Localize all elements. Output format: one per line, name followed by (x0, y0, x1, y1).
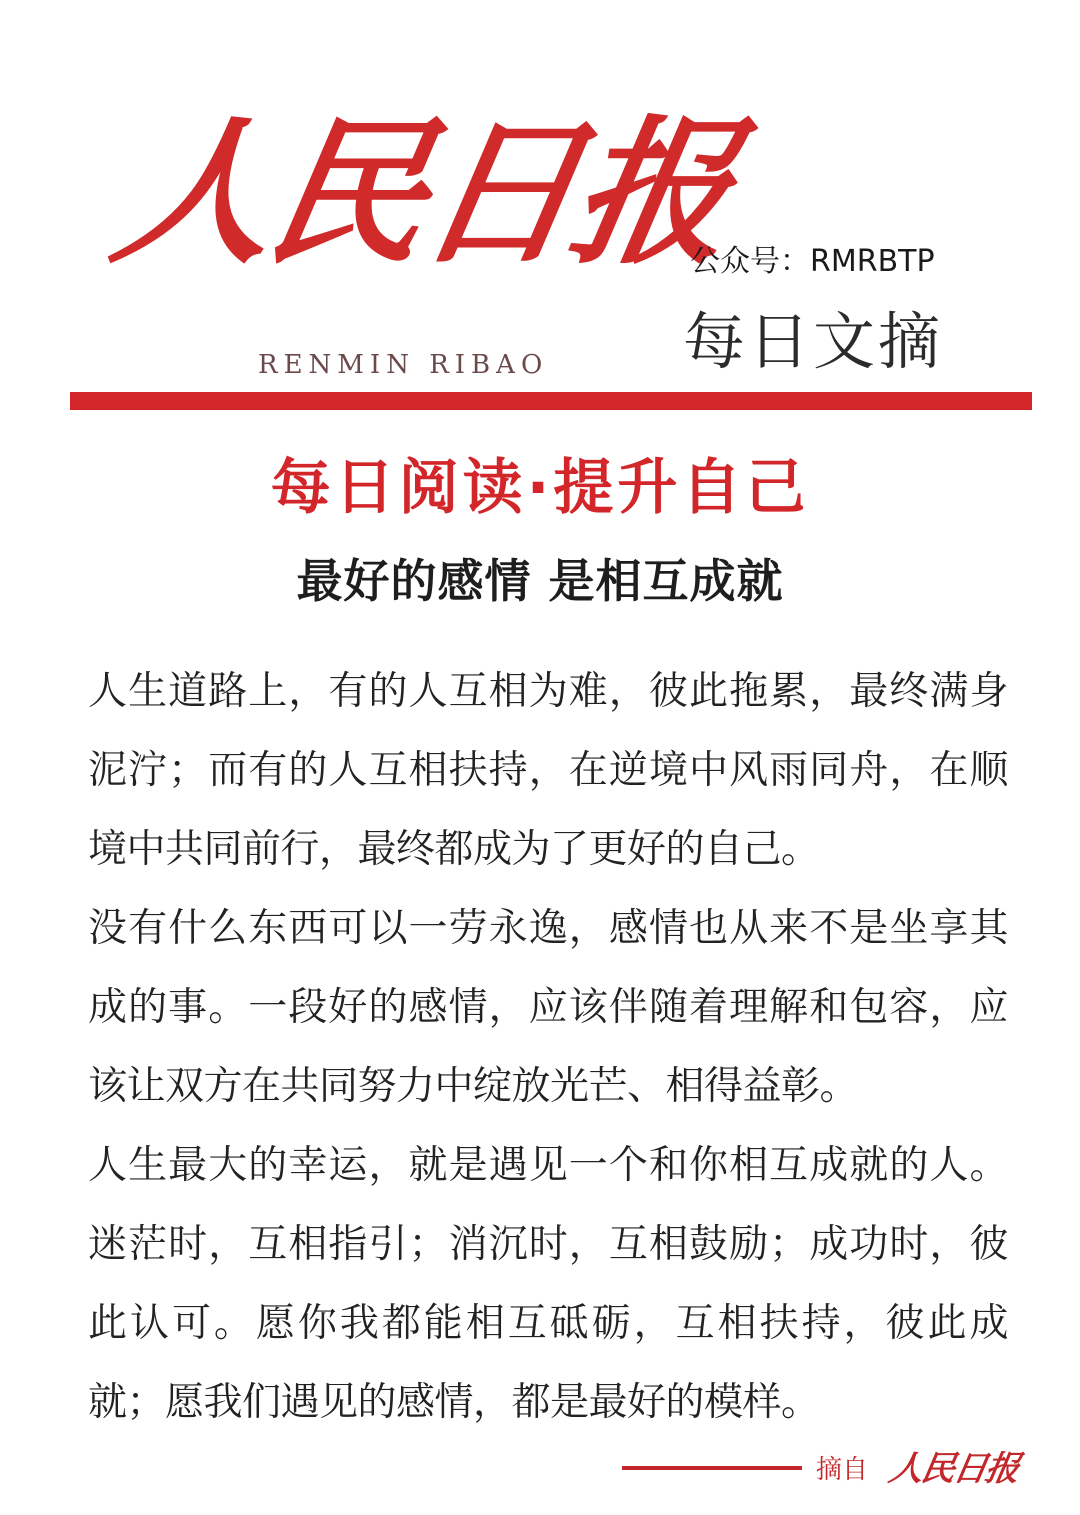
newspaper-logo-pinyin: RENMIN RIBAO (258, 350, 549, 380)
paragraph: 没有什么东西可以一劳永逸，感情也从来不是坐享其成的事。一段好的感情，应该伴随着理解和包容，应该让双方在共同努力中绽放光芒、相得益彰。 (88, 906, 1008, 1109)
source-label: 摘自 (816, 1455, 869, 1485)
article-body (88, 652, 1008, 1442)
paragraph: 人生道路上，有的人互相为难，彼此拖累，最终满身泥泞；而有的人互相扶持，在逆境中风雨同舟，在顺境中共同前行，最终都成为了更好的自己。 (88, 669, 1008, 872)
source-logo: 人民日报 (885, 1449, 1021, 1489)
red-divider (70, 392, 1032, 410)
source-divider-line (622, 1466, 802, 1470)
wechat-account-label: 公众号：RMRBTP (690, 244, 935, 279)
source-credit (622, 1445, 1022, 1489)
masthead (0, 0, 1080, 523)
section-name: 每日文摘 (683, 305, 944, 378)
article-title: 最好的感情 是相互成就 (296, 554, 784, 608)
newspaper-logo: 人民日报 (101, 101, 743, 286)
paragraph: 人生最大的幸运，就是遇见一个和你相互成就的人。迷茫时，互相指引；消沉时，互相鼓励；成功时，彼此认可。愿你我都能相互砥砺，互相扶持，彼此成就；愿我们遇见的感情，都是最好的模样。 (88, 1143, 1008, 1425)
slogan: 每日阅读·提升自己 (270, 453, 810, 523)
